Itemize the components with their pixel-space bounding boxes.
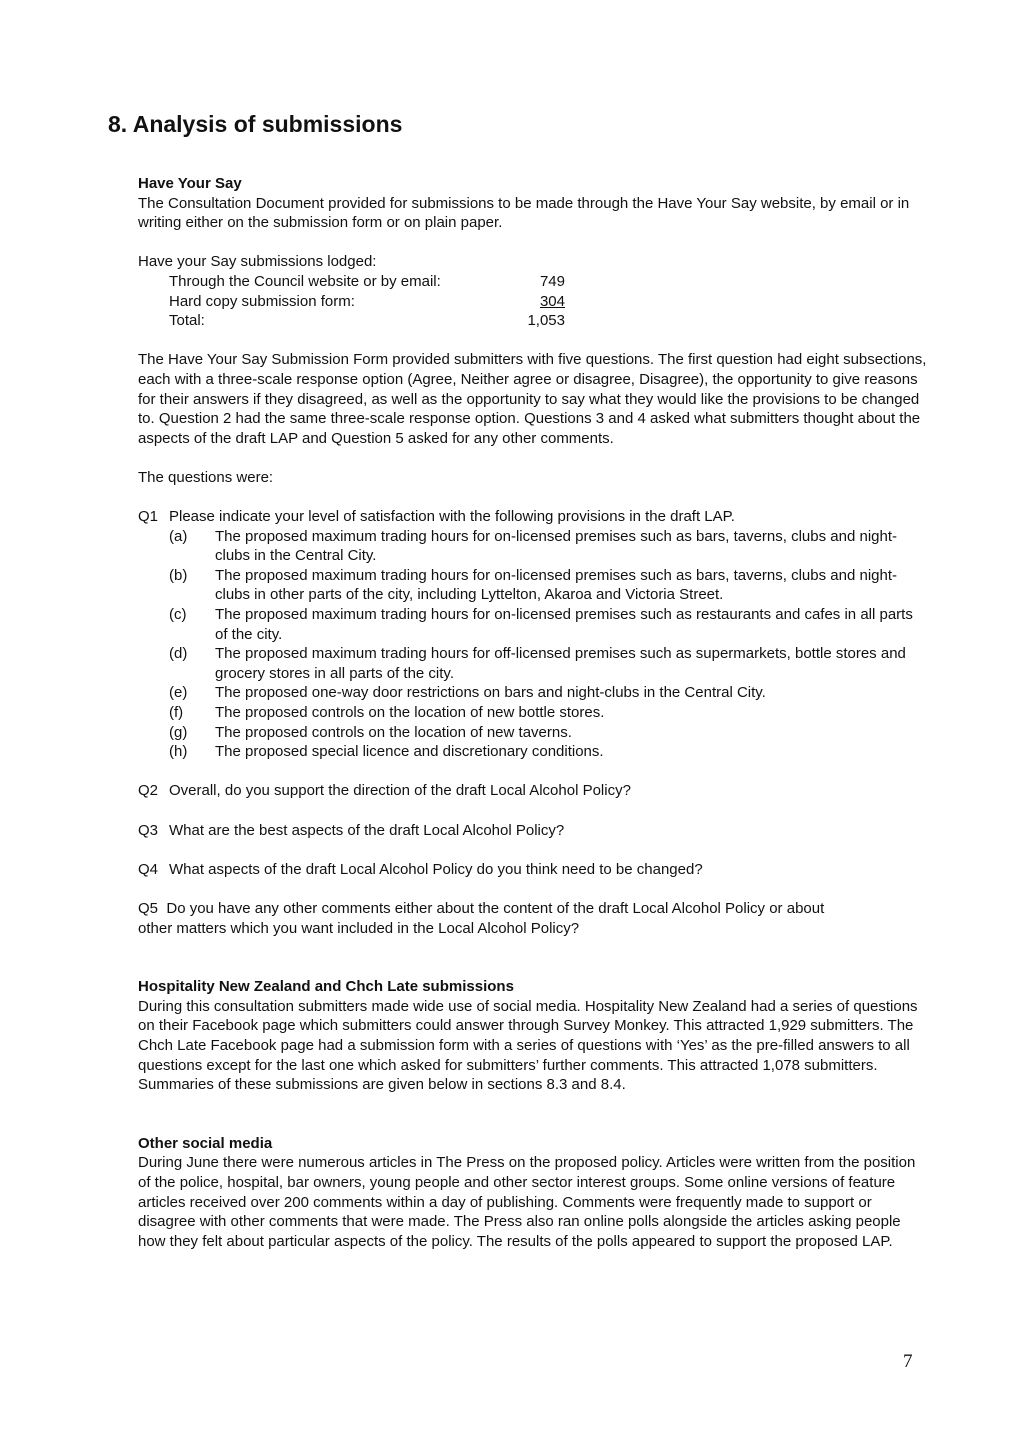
hospitality-text: During this consultation submitters made wide use of social media. Hospitality New Zealand had a series of questions on their Facebook page which submitters could answer through Survey Monkey. This attracted 1,929 submitters. The Chch Late Facebook page had a submission form with a series of questions with ‘Yes’ as the pre-filled answers to all questions except for the last one which asked for submitters’ further comments. This attracted 1,078 submitters. Summaries of these submissions are given below in sections 8.3 and 8.4. bbox=[138, 997, 918, 1094]
count-row-total bbox=[138, 311, 928, 331]
question-text: What aspects of the draft Local Alcohol Policy do you think need to be changed? bbox=[169, 860, 703, 878]
count-label: Through the Council website or by email: bbox=[169, 272, 441, 290]
form-description: The Have Your Say Submission Form provided submitters with five questions. The first question had eight subsections, each with a three-scale response option (Agree, Neither agree or disagree, Disagree), the opportunity to give reasons for their answers if they disagreed, as well as the opportunity to say what they would like the provisions to be changed to. Question 2 had the same three-scale response option. Questions 3 and 4 asked what submitters thought about the aspects of the draft LAP and Question 5 asked for any other comments. bbox=[138, 351, 927, 447]
count-value: 1,053 bbox=[527, 312, 565, 330]
question-number: Q4 bbox=[138, 860, 159, 878]
question-number: Q1 bbox=[138, 508, 159, 526]
question-5 bbox=[138, 899, 928, 938]
count-row-hardcopy bbox=[138, 292, 928, 312]
count-label: Total: bbox=[169, 312, 205, 330]
q1-sub-g: (g) The proposed controls on the location of new taverns. bbox=[169, 723, 572, 741]
q1-sub-e: (e) The proposed one-way door restrictions on bars and night-clubs in the Central City. bbox=[169, 684, 766, 702]
social-media-text: During June there were numerous articles in The Press on the proposed policy. Articles were written from the position of the police, hospital, bar owners, young people and other sector interest groups. Some online versions of feature articles received over 200 comments within a day of publishing. Comments were frequently made to support or disagree with other comments that were made. The Press also ran online polls alongside the articles asking people how they felt about particular aspects of the policy. The results of the polls appeared to support the proposed LAP. bbox=[138, 1154, 916, 1250]
question-number: Q5 bbox=[138, 899, 159, 917]
question-text: Do you have any other comments either about the content of the draft Local Alcohol Policy or about bbox=[166, 899, 825, 917]
lodged-label: Have your Say submissions lodged: bbox=[138, 253, 377, 271]
page-number: 7 bbox=[903, 1351, 913, 1372]
section-heading: 8. Analysis of submissions bbox=[108, 111, 403, 137]
submission-counts-table bbox=[138, 272, 928, 331]
question-text-continued: other matters which you want included in the Local Alcohol Policy? bbox=[138, 919, 580, 937]
question-number: Q2 bbox=[138, 782, 159, 800]
q1-sub-b: (b) The proposed maximum trading hours for on-licensed premises such as bars, taverns, clubs and night-clubs in other parts of the city, including Lyttelton, Akaroa and Victoria Street. bbox=[169, 566, 897, 604]
q1-sub-c: (c) The proposed maximum trading hours for on-licensed premises such as restaurants and cafes in all parts of the city. bbox=[169, 606, 913, 643]
q1-sub-d: (d) The proposed maximum trading hours for off-licensed premises such as supermarkets, bottle stores and grocery stores in all parts of the city. bbox=[169, 645, 906, 682]
question-3 bbox=[138, 821, 928, 841]
social-media-heading: Other social media bbox=[138, 1134, 273, 1152]
question-text: What are the best aspects of the draft Local Alcohol Policy? bbox=[169, 821, 565, 839]
question-2 bbox=[138, 781, 928, 801]
count-value: 749 bbox=[539, 272, 565, 290]
questions-intro: The questions were: bbox=[138, 468, 274, 486]
have-your-say-intro: The Consultation Document provided for submissions to be made through the Have Your Say website, by email or in writing either on the submission form or on plain paper. bbox=[138, 194, 910, 232]
count-label: Hard copy submission form: bbox=[169, 292, 355, 310]
q1-sub-h: (h) The proposed special licence and discretionary conditions. bbox=[169, 743, 604, 761]
q1-sub-a: (a) The proposed maximum trading hours for on-licensed premises such as bars, taverns, clubs and night-clubs in the Central City. bbox=[169, 527, 897, 565]
question-1 bbox=[138, 507, 928, 527]
count-row-online bbox=[138, 272, 928, 292]
hospitality-heading: Hospitality New Zealand and Chch Late submissions bbox=[138, 978, 514, 996]
document-body bbox=[138, 174, 928, 1251]
have-your-say-heading: Have Your Say bbox=[138, 175, 242, 192]
q1-sub-f: (f) The proposed controls on the location of new bottle stores. bbox=[169, 704, 605, 722]
question-4 bbox=[138, 860, 928, 880]
count-value: 304 bbox=[539, 292, 565, 310]
question-number: Q3 bbox=[138, 821, 159, 839]
question-text: Overall, do you support the direction of the draft Local Alcohol Policy? bbox=[169, 782, 631, 800]
question-text: Please indicate your level of satisfaction with the following provisions in the draft LAP. bbox=[169, 508, 735, 526]
